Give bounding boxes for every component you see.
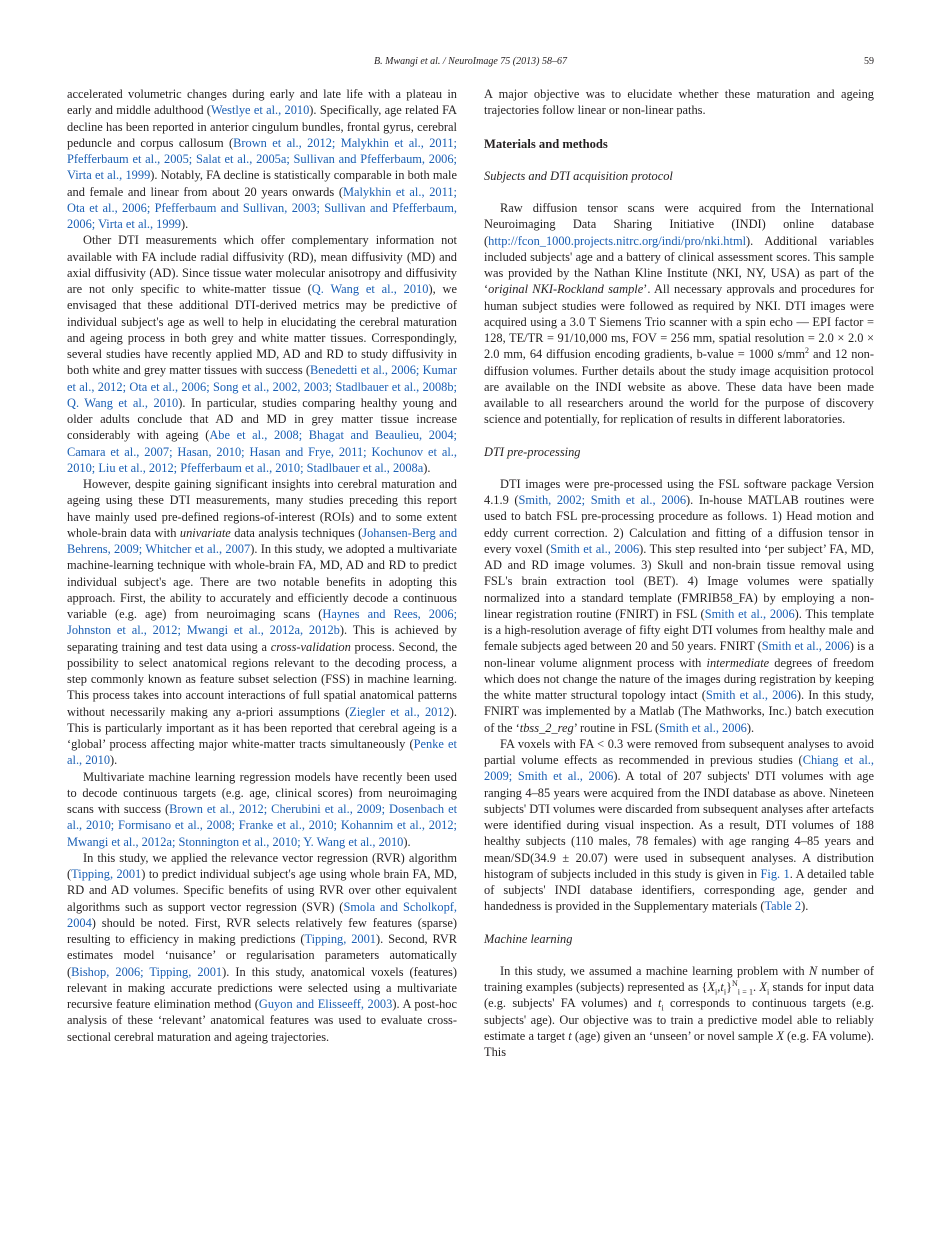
citation-link[interactable]: Bishop, 2006; Tipping, 2001 bbox=[71, 964, 223, 979]
citation-link[interactable]: Westlye et al., 2010 bbox=[210, 103, 310, 118]
citation-link[interactable]: Smith et al., 2006 bbox=[761, 639, 850, 654]
section-heading: Materials and methods bbox=[484, 136, 608, 151]
emphasis: X bbox=[776, 1028, 784, 1043]
paragraph: accelerated volumetric changes during early and late life with a plateau in early and middle adulthood (Westlye et al., 2010). Specifically, age related FA decline has been reported in anterior cingulum bundles, frontal gyrus, cerebral peduncle and corpus callosum (Brown et al., 2012; Malykhin et al., 2011; Pfefferbaum et al., 2005; Salat et al., 2005a; Sullivan and Pfefferbaum, 2006; Virta et al., 1999). Notably, FA decline is statistically comparable in both male and female and linear from about 20 years onwards (Malykhin et al., 2011; Ota et al., 2006; Pfefferbaum and Sullivan, 2003; Sullivan and Pfefferbaum, 2006; Virta et al., 1999). bbox=[67, 87, 457, 231]
emphasis: t bbox=[568, 1028, 572, 1043]
superscript: N bbox=[732, 978, 738, 988]
paragraph: In this study, we applied the relevance vector regression (RVR) algorithm (Tipping, 2001) to predict individual subject's age using whole brain FA, MD, RD and AD volumes. Specific benefits of using RVR over other equivalent algorithms such as support vector regression (SVR) (Smola and Scholkopf, 2004) should be noted. First, RVR selects relatively few features (sparse) resulting to efficiency in making predictions (Tipping, 2001). Second, RVR estimates model ‘nuisance’ or regularisation parameters automatically (Bishop, 2006; Tipping, 2001). In this study, anatomical voxels (features) relevant in making accurate predictions were selected using a multivariate recursive feature elimination method (Guyon and Elisseeff, 2003). A post-hoc analysis of these ‘relevant’ anatomical features was used to evaluate cross-sectional cerebral maturation and ageing trajectories. bbox=[67, 850, 458, 1044]
page-number: 59 bbox=[864, 56, 874, 67]
citation-link[interactable]: Malykhin et al., 2011; Ota et al., 2006; Pfefferbaum and Sullivan, 2003; Sullivan and Pfefferbaum, 2006; Virta et al., 1999 bbox=[67, 184, 457, 231]
citation-link[interactable]: Tipping, 2001 bbox=[304, 932, 376, 946]
citation-link[interactable]: Benedetti et al., 2006; Kumar et al., 2012; Ota et al., 2006; Song et al., 2002, 2003; Stadlbauer et al., 2008b; Q. Wang et al., 2010 bbox=[67, 363, 457, 410]
subsection-heading: Subjects and DTI acquisition protocol bbox=[484, 168, 673, 183]
citation-link[interactable]: Smith et al., 2006 bbox=[704, 606, 795, 621]
paragraph: Other DTI measurements which offer complementary information not available with FA include radial diffusivity (RD), mean diffusivity (MD) and axial diffusivity (AD). Since tissue water molecular anisotropy and diffusivity are not only specific to white-matter tissue (Q. Wang et al., 2010), we envisaged that these additional DTI-derived metrics may be predictive of individual subject's age as well to help in elucidating the cerebral maturation and ageing process in both grey and white matter tissues. Correspondingly, several studies have recently applied MD, AD and RD to study diffusivity in both white and grey matter tissues with success (Benedetti et al., 2006; Kumar et al., 2012; Ota et al., 2006; Song et al., 2002, 2003; Stadlbauer et al., 2008b; Q. Wang et al., 2010). In particular, studies comparing healthy young and older adults conclude that AD and MD in grey matter tissue increase considerably with ageing (Abe et al., 2008; Bhagat and Beaulieu, 2004; Camara et al., 2007; Hasan, 2010; Hasan and Frye, 2011; Kochunov et al., 2010; Liu et al., 2012; Pfefferbaum et al., 2010; Stadlbauer et al., 2008a). bbox=[67, 233, 458, 475]
emphasis: original NKI-Rockland sample bbox=[488, 282, 644, 297]
citation-link[interactable]: Table 2 bbox=[764, 899, 802, 914]
emphasis: univariate bbox=[179, 525, 231, 540]
paragraph: FA voxels with FA < 0.3 were removed from subsequent analyses to avoid partial volume effects as recommended in previous studies (Chiang et al., 2009; Smith et al., 2006). A total of 207 subjects' DTI volumes with age ranging 4–85 years were acquired from the INDI database as above. Nineteen subjects' DTI volumes were discarded from subsequent analyses after artefacts were identified during visual inspection. As a result, DTI volumes of 188 healthy subjects (110 males, 78 females) with age ranging 4–85 years and mean/SD(34.9 ± 20.07) were used in subsequent analyses. A distribution histogram of subjects included in this study is given in Fig. 1. A detailed table of subjects' INDI database identifiers, corresponding age, gender and handedness is provided in the Supplementary materials (Table 2). bbox=[484, 736, 874, 914]
paragraph: In this study, we assumed a machine learning problem with N number of training examples (subjects) represented as $\{X_i,t_i\}^N_{i = 1}$. $X_i$ stands for input data (e.g. subjects' FA volumes) and $t_i$ corresponds to continuous targets (e.g. subjects' age). Our objective was to train a predictive model able to reliably estimate a target t (age) given an ‘unseen’ or novel sample X (e.g. FA volume). This bbox=[484, 963, 875, 1059]
citation-link[interactable]: Q. Wang et al., 2010 bbox=[311, 282, 429, 296]
citation-link[interactable]: Fig. 1 bbox=[760, 866, 790, 881]
paragraph: Multivariate machine learning regression models have recently been used to decode continuous targets (e.g. age, clinical scores) from neuroimaging scans with success (Brown et al., 2012; Cherubini et al., 2009; Dosenbach et al., 2010; Formisano et al., 2008; Franke et al., 2010; Kohannim et al., 2012; Mwangi et al., 2012a; Stonnington et al., 2010; Y. Wang et al., 2010). bbox=[67, 769, 458, 849]
emphasis: tbss_2_reg bbox=[519, 720, 574, 735]
emphasis: N bbox=[808, 963, 818, 978]
citation-link[interactable]: Brown et al., 2012; Cherubini et al., 2009; Dosenbach et al., 2010; Formisano et al., 2008; Franke et al., 2010; Kohannim et al., 2012; Mwangi et al., 2012a; Stonnington et al., 2010; Y. Wang et al., 2010 bbox=[67, 802, 458, 849]
citation-link[interactable]: Haynes and Rees, 2006; Johnston et al., 2012; Mwangi et al., 2012a, 2012b bbox=[67, 607, 458, 638]
emphasis: t bbox=[658, 996, 662, 1011]
citation-link[interactable]: Johansen-Berg and Behrens, 2009; Whitcher et al., 2007 bbox=[67, 525, 458, 556]
superscript: 2 bbox=[805, 346, 810, 356]
citation-link[interactable]: Ziegler et al., 2012 bbox=[349, 704, 450, 719]
emphasis: intermediate bbox=[706, 655, 770, 670]
subscript: i bbox=[715, 987, 718, 997]
emphasis: X bbox=[759, 980, 767, 994]
paragraph: A major objective was to elucidate whether these maturation and ageing trajectories follow linear or non-linear paths. bbox=[484, 87, 874, 118]
running-head: B. Mwangi et al. / NeuroImage 75 (2013) 58–67 bbox=[374, 56, 567, 67]
citation-link[interactable]: Smith et al., 2006 bbox=[705, 688, 797, 702]
running-header bbox=[67, 56, 874, 72]
subsection-heading: DTI pre-processing bbox=[484, 444, 581, 459]
citation-link[interactable]: Smola and Scholkopf, 2004 bbox=[67, 899, 457, 930]
citation-link[interactable]: Smith, 2002; Smith et al., 2006 bbox=[518, 493, 687, 507]
citation-link[interactable]: Brown et al., 2012; Malykhin et al., 2011; Pfefferbaum et al., 2005; Salat et al., 2005a; Sullivan and Pfefferbaum, 2006; Virta et al., 1999 bbox=[67, 135, 457, 183]
citation-link[interactable]: Penke et al., 2010 bbox=[67, 737, 457, 768]
subscript: i bbox=[661, 1003, 664, 1013]
citation-link[interactable]: Chiang et al., 2009; Smith et al., 2006 bbox=[484, 753, 874, 784]
subscript: i = 1 bbox=[737, 987, 753, 997]
subscript: i bbox=[723, 987, 727, 997]
citation-link[interactable]: Abe et al., 2008; Bhagat and Beaulieu, 2004; Camara et al., 2007; Hasan, 2010; Hasan and Frye, 2011; Kochunov et al., 2010; Liu et al., 2012; Pfefferbaum et al., 2010; Stadlbauer et al., 2008a bbox=[67, 428, 457, 475]
subscript: i bbox=[766, 987, 770, 997]
subsection-heading: Machine learning bbox=[484, 931, 573, 946]
citation-link[interactable]: Smith et al., 2006 bbox=[550, 541, 640, 556]
citation-link[interactable]: Smith et al., 2006 bbox=[659, 720, 747, 735]
left-column bbox=[67, 86, 457, 1045]
emphasis: X bbox=[707, 980, 716, 994]
paragraph: DTI images were pre-processed using the FSL software package Version 4.1.9 (Smith, 2002; Smith et al., 2006). In-house MATLAB routines were used to batch FSL pre-processing procedure as follows. 1) Head motion and eddy current correction. 2) Calculation and fitting of a diffusion tensor in every voxel (Smith et al., 2006). This step resulted into ‘per subject’ FA, MD, AD and RD image volumes. 3) Skull and non-brain tissue removal using FSL's brain extraction tool (BET). 4) Image volumes were spatially normalized into a standard template (FMRIB58_FA) by employing a non-linear registration routine (FNIRT) in FSL (Smith et al., 2006). This template is a high-resolution average of fifty eight DTI volumes from healthy male and female subjects aged between 20 and 50 years. FNIRT (Smith et al., 2006) is a non-linear volume alignment process with intermediate degrees of freedom which does not change the nature of the images during registration by keeping the white matter structural topology intact (Smith et al., 2006). In this study, FNIRT was implemented by a Matlab (The Mathworks, Inc.) batch execution of the ‘tbss_2_reg’ routine in FSL (Smith et al., 2006). bbox=[484, 476, 875, 735]
citation-link[interactable]: Guyon and Elisseeff, 2003 bbox=[258, 997, 393, 1011]
emphasis: t bbox=[720, 980, 724, 994]
paragraph: Raw diffusion tensor scans were acquired from the International Neuroimaging Data Sharing Initiative (INDI) online database (http://fcon_1000.projects.nitrc.org/indi/pro/nki.html). Additional variables included subjects' age and a battery of clinical assessment scores. This sample was provided by the Nathan Kline Institute (NKI, NY, USA) as part of the ‘original NKI-Rockland sample’. All necessary approvals and procedures for human subject studies were followed as required by NKI. DTI images were acquired using a 3.0 T Siemens Trio scanner with a spin echo — EPI factor = 128, TE/TR = 91/10,000 ms, FOV = 256 mm, spatial resolution = 2.0 × 2.0 × 2.0 mm, 64 diffusion encoding gradients, b-value = 1000 $s/mm^2$ and 12 non-diffusion volumes. Further details about the study image acquisition protocol are available on the INDI website as above. These data have been made available to all researchers around the world for the purpose of discovery science and potentially, for replication of results in different laboratories. bbox=[484, 201, 874, 427]
citation-link[interactable]: Tipping, 2001 bbox=[71, 867, 142, 881]
emphasis: cross-validation bbox=[270, 639, 351, 654]
paragraph: However, despite gaining significant insights into cerebral maturation and ageing using these DTI measurements, many studies preceding this report have mainly used pre-defined regions-of-interest (ROIs) and to some extent whole-brain data with univariate data analysis techniques (Johansen-Berg and Behrens, 2009; Whitcher et al., 2007). In this study, we adopted a multivariate machine-learning technique with whole-brain FA, MD, AD and RD to predict individual subject's age. There are two notable benefits in adopting this approach. First, the ability to accurately and efficiently decode a continuous variable (e.g. age) from neuroimaging scans (Haynes and Rees, 2006; Johnston et al., 2012; Mwangi et al., 2012a, 2012b). This is achieved by separating training and test data using a cross-validation process. Second, the possibility to select anatomical regions relevant to the decoding process, a step commonly known as feature subset selection (FSS) in machine learning. This process takes into account interactions of full spatial anatomical patterns without necessarily making any a-priori assumptions (Ziegler et al., 2012). This is particularly important as it has been reported that cerebral ageing is a ‘global’ process affecting major white-matter tracts simultaneously (Penke et al., 2010). bbox=[67, 477, 458, 768]
right-column bbox=[484, 86, 874, 1060]
citation-link[interactable]: http://fcon_1000.projects.nitrc.org/indi/pro/nki.html bbox=[488, 233, 747, 248]
